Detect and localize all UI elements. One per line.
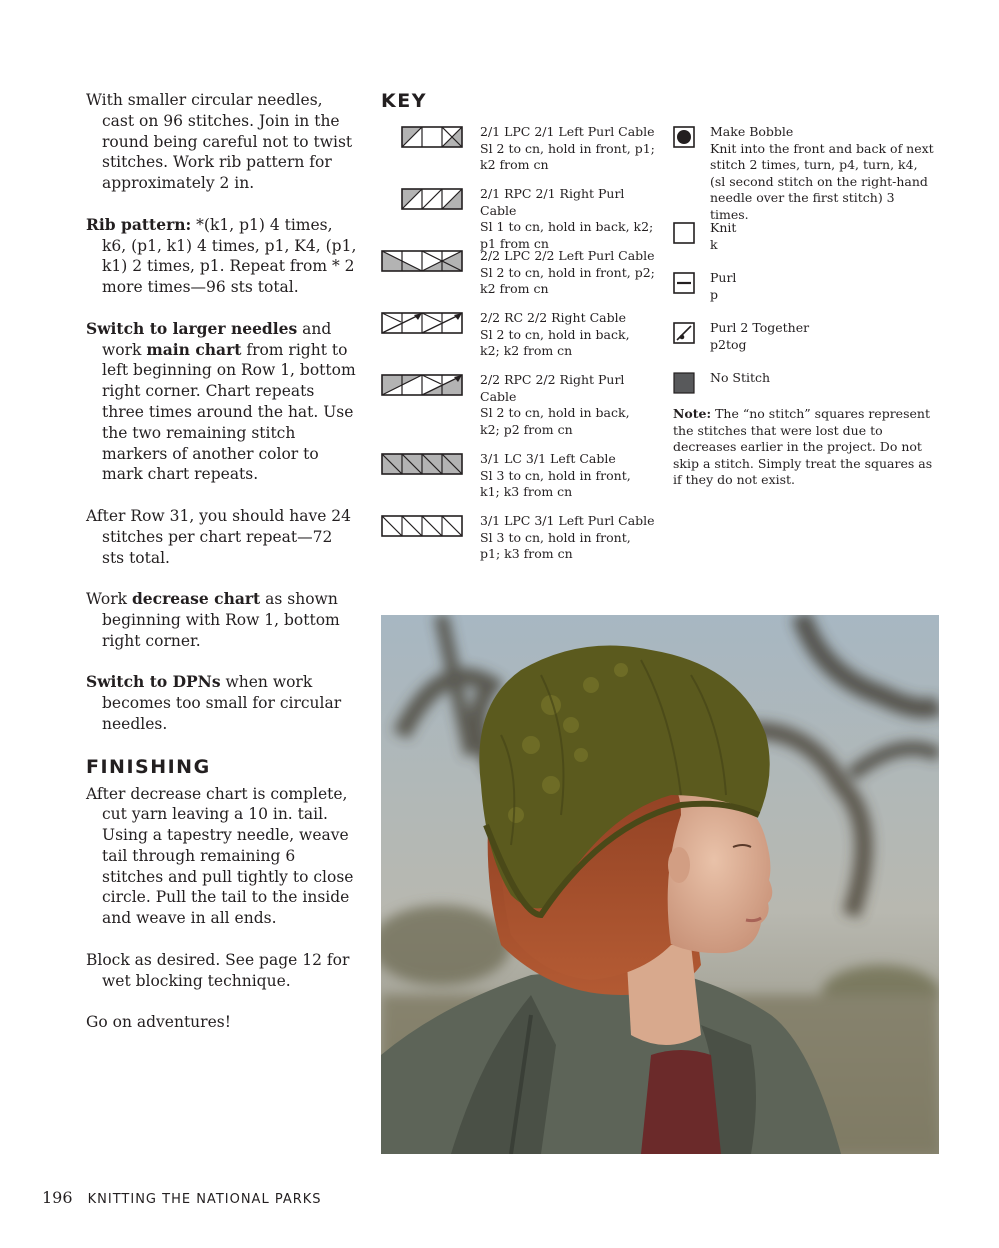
book-title: KNITTING THE NATIONAL PARKS (87, 1192, 322, 1207)
key-name: 3/1 LPC 3/1 Left Purl Cable (480, 513, 655, 528)
key-text-2-2-rpc (480, 372, 660, 438)
key-name: 2/2 RC 2/2 Right Cable (480, 310, 627, 325)
key-name: 2/1 LPC 2/1 Left Purl Cable (480, 124, 655, 139)
cable-3-1-lpc-icon (381, 515, 463, 537)
cable-2-2-rpc-icon (381, 374, 463, 396)
key-item-purl (673, 270, 943, 320)
key-line: Sl 3 to cn, hold in front, (480, 529, 631, 545)
note-label: Note: (673, 406, 712, 421)
key-name: Purl 2 Together (710, 320, 810, 335)
bobble-icon (673, 126, 695, 148)
dpns-paragraph (86, 672, 358, 734)
key-line: k2 from cn (480, 281, 549, 297)
hat-photo (381, 615, 939, 1154)
key-line: k2; k2 from cn (480, 343, 573, 359)
larger-needles-text-1: and work (102, 319, 332, 359)
page-footer (42, 1188, 322, 1207)
cable-2-1-lpc-icon (381, 126, 463, 148)
key-text-2-1-rpc (480, 186, 660, 252)
cable-2-1-rpc-icon (381, 188, 463, 210)
stitch-key-list (673, 124, 943, 400)
key-line: Sl 2 to cn, hold in back, (480, 326, 630, 342)
key-desc: Knit into the front and back of next stitch 2 times, turn, p4, turn, k4, (sl second stitch on the right-hand needle over the first stitch) 3 times. (710, 140, 934, 222)
key-item-no-stitch (673, 370, 943, 400)
instructions-column (86, 90, 358, 1054)
rib-pattern-text: *(k1, p1) 4 times, k6, (p1, k1) 4 times, p1, K4, (p1, k1) 2 times, p1. Repeat from * 2 more times—96 sts total. (102, 215, 357, 297)
key-text-knit (710, 220, 935, 253)
key-desc: p (710, 286, 719, 302)
note-text: The “no stitch” squares represent the stitches that were lost due to decreases earlier in the project. Do not skip a stitch. Simply treat the squares as if they do not exist. (673, 406, 933, 488)
key-line: k2; p2 from cn (480, 421, 573, 437)
key-line: k1; k3 from cn (480, 484, 573, 500)
key-text-p2tog (710, 320, 935, 353)
decrease-chart-label: decrease chart (131, 589, 261, 609)
key-text-bobble (710, 124, 935, 224)
cable-2-2-rc-icon (381, 312, 463, 334)
purl-icon (673, 272, 695, 294)
p2tog-icon (673, 322, 695, 344)
key-line: k2 from cn (480, 157, 549, 173)
cable-2-2-lpc-icon (381, 250, 463, 272)
key-name: No Stitch (710, 370, 771, 385)
no-stitch-icon (673, 372, 695, 394)
key-item-2-2-rc (381, 310, 666, 372)
larger-needles-paragraph (86, 319, 358, 485)
finishing-paragraph: After decrease chart is complete, cut yarn leaving a 10 in. tail. Using a tapestry needle, weave tail through remaining 6 stitches and pull tightly to close circle. Pull the tail to the inside and weave in all ends. (86, 784, 354, 928)
cable-3-1-lc-icon (381, 453, 463, 475)
key-text-3-1-lc (480, 451, 660, 501)
key-desc: k (710, 236, 718, 252)
decrease-chart-paragraph (86, 589, 358, 651)
key-text-3-1-lpc (480, 513, 660, 563)
key-text-2-1-lpc (480, 124, 660, 174)
key-text-no-stitch (710, 370, 935, 387)
key-item-3-1-lc (381, 451, 666, 513)
key-name: Make Bobble (710, 124, 794, 139)
decrease-text-2: as shown beginning with Row 1, bottom right corner. (102, 590, 340, 650)
key-item-2-2-rpc (381, 372, 666, 451)
cast-on-paragraph: With smaller circular needles, cast on 96 stitches. Join in the round being careful not to twist stitches. Work rib pattern for approximately 2 in. (86, 91, 353, 193)
key-item-2-1-rpc (381, 186, 666, 251)
key-line: p1; k3 from cn (480, 546, 573, 562)
key-item-make-bobble (673, 124, 943, 220)
main-chart-label: main chart (146, 339, 242, 359)
key-heading: KEY (381, 90, 427, 112)
key-name: Knit (710, 220, 737, 235)
key-line: Sl 3 to cn, hold in front, (480, 467, 631, 483)
key-note (673, 406, 943, 489)
key-line: Sl 1 to cn, hold in back, k2; (480, 219, 654, 235)
decrease-text-1: Work (86, 590, 132, 609)
key-line: p1 from cn (480, 235, 549, 251)
key-text-2-2-rc (480, 310, 660, 360)
cable-key-list (381, 124, 666, 575)
key-line: Sl 2 to cn, hold in front, p1; (480, 140, 655, 156)
key-name: Purl (710, 270, 737, 285)
key-name: 2/1 RPC 2/1 Right Purl Cable (480, 186, 625, 218)
dpns-text: when work becomes too small for circular needles. (102, 673, 342, 733)
key-name: 2/2 LPC 2/2 Left Purl Cable (480, 248, 655, 263)
adventures-paragraph: Go on adventures! (86, 1013, 231, 1032)
key-name: 3/1 LC 3/1 Left Cable (480, 451, 616, 466)
key-line: Cable (480, 388, 517, 404)
key-item-2-2-lpc (381, 248, 666, 310)
dpns-label: Switch to DPNs (86, 672, 221, 692)
rib-pattern-label: Rib pattern: (86, 214, 192, 234)
page-number: 196 (42, 1188, 73, 1207)
key-text-purl (710, 270, 935, 303)
key-item-p2tog (673, 320, 943, 370)
key-text-2-2-lpc (480, 248, 660, 298)
knit-icon (673, 222, 695, 244)
larger-needles-text-2: from right to left beginning on Row 1, bottom right corner. Chart repeats three times around the hat. Use the two remaining stitch markers of another color to mark chart repeats. (102, 340, 356, 484)
key-line: Sl 2 to cn, hold in back, (480, 405, 630, 421)
blocking-paragraph: Block as desired. See page 12 for wet blocking technique. (86, 950, 350, 990)
woman-wearing-hat-illustration (381, 615, 939, 1154)
rib-pattern-paragraph (86, 215, 358, 298)
key-item-3-1-lpc (381, 513, 666, 575)
finishing-heading: FINISHING (86, 755, 211, 778)
key-line: Sl 2 to cn, hold in front, p2; (480, 264, 655, 280)
key-desc: p2tog (710, 336, 747, 352)
key-name: 2/2 RPC 2/2 Right Purl (480, 372, 625, 387)
row-31-paragraph: After Row 31, you should have 24 stitches per chart repeat—72 sts total. (86, 506, 352, 567)
larger-needles-label: Switch to larger needles (86, 318, 298, 338)
key-item-2-1-lpc (381, 124, 666, 186)
key-item-knit (673, 220, 943, 270)
